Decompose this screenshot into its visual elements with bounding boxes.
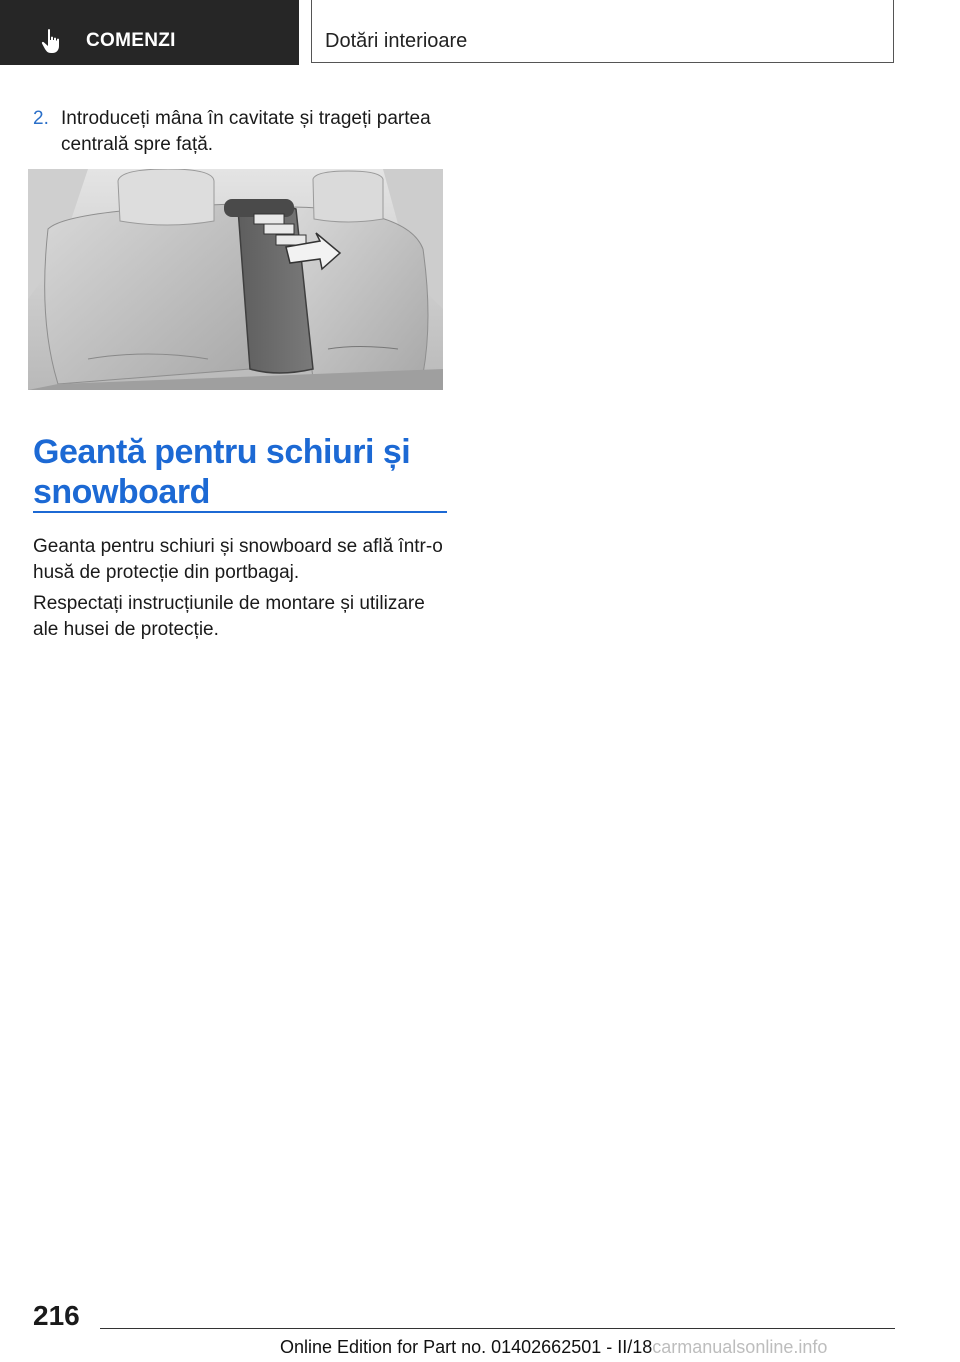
watermark: carmanualsonline.info [652,1337,828,1357]
rear-seat-illustration [28,169,443,390]
section-tab[interactable] [0,0,299,65]
hand-pointer-icon [40,28,64,54]
chapter-tab[interactable] [311,0,894,63]
page-number: 216 [33,1300,80,1331]
edition-text: Online Edition for Part no. 01402662501 - II/18 [280,1337,653,1357]
step-number: 2. [33,108,49,129]
heading-divider [33,511,447,513]
footer-text [280,1337,827,1358]
chapter-tab-label: Dotări interioare [325,30,468,52]
paragraph: Geanta pentru schiuri și snowboard se află într-o husă de protecție din portbagaj. [33,536,443,583]
section-tab-label: COMENZI [86,30,176,51]
footer-divider [100,1328,895,1329]
paragraph: Respectați instrucțiunile de montare și utilizare ale husei de protecție. [33,593,425,640]
step-text: Introduceți mâna în cavitate și trageți partea centrală spre față. [61,108,431,155]
section-heading: Geantă pentru schiuri și snowboard [33,433,411,511]
